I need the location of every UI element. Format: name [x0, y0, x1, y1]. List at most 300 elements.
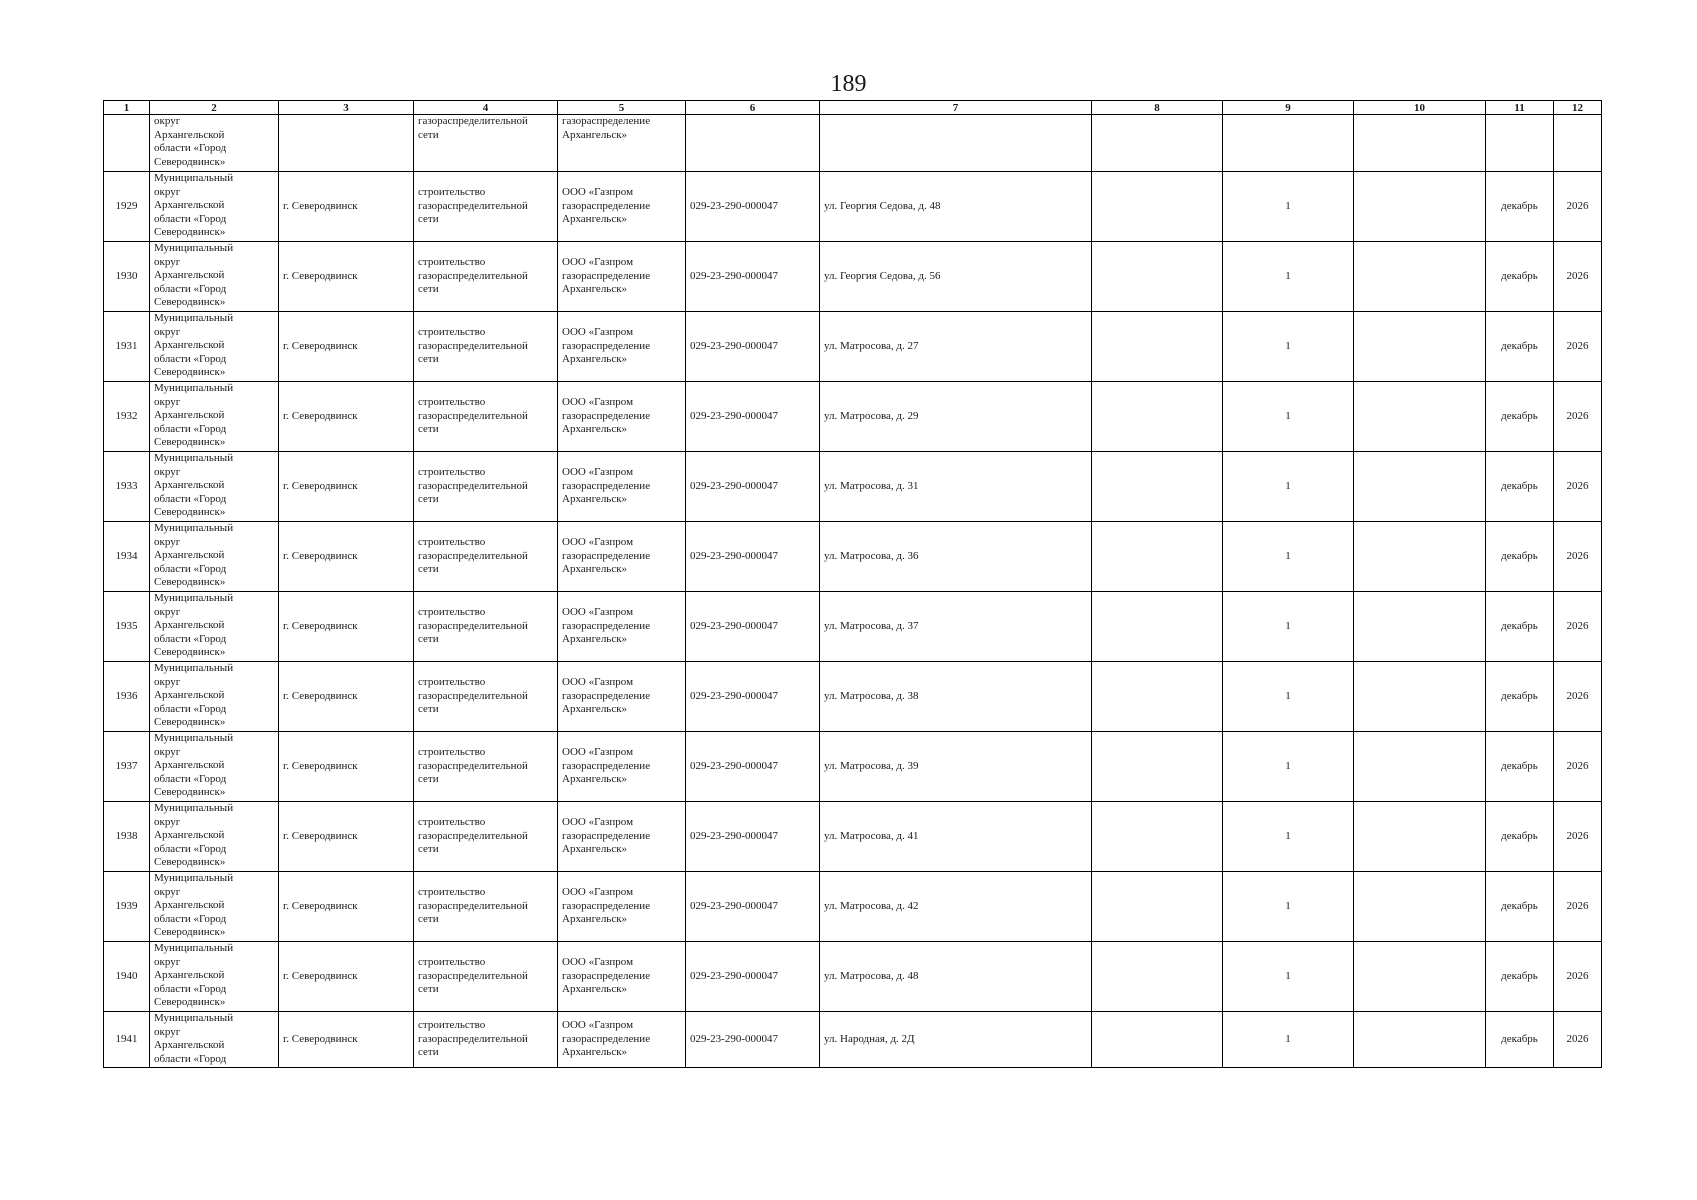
- cell-work-type: [414, 942, 558, 1012]
- cell-line: Северодвинск»: [154, 296, 226, 309]
- cell-line: Архангельской: [154, 899, 225, 912]
- cell-area: [150, 872, 279, 942]
- cell-line: Муниципальный: [154, 942, 234, 954]
- cell-city: [279, 115, 414, 172]
- cell-number: 1939: [104, 872, 150, 942]
- cell-line: Архангельск»: [562, 283, 628, 296]
- cell-line: Архангельской: [154, 829, 225, 842]
- cell-line: Северодвинск»: [154, 926, 226, 939]
- cell-line: строительство: [418, 816, 486, 829]
- cell-month: декабрь: [1486, 732, 1554, 802]
- cell-line: ООО «Газпром: [562, 606, 634, 619]
- table-row: [104, 312, 1602, 382]
- cell-empty: [1354, 592, 1486, 662]
- cell-line: сети: [418, 703, 439, 716]
- cell-empty: [1354, 1012, 1486, 1068]
- cell-month: [1486, 115, 1554, 172]
- column-header: 6: [686, 101, 820, 115]
- cell-address: ул. Матросова, д. 38: [820, 662, 1092, 732]
- cell-line: Архангельской: [154, 339, 225, 352]
- cell-address: ул. Матросова, д. 41: [820, 802, 1092, 872]
- cell-empty: [1092, 115, 1223, 172]
- cell-area: [150, 242, 279, 312]
- cell-work-type: [414, 312, 558, 382]
- cell-organization: [558, 872, 686, 942]
- cell-line: сети: [418, 423, 439, 436]
- cell-line: газораспределительной: [418, 689, 528, 702]
- cell-empty: [1092, 242, 1223, 312]
- cell-year: 2026: [1554, 312, 1602, 382]
- table-row: [104, 1012, 1602, 1068]
- column-header: 1: [104, 101, 150, 115]
- cell-line: газораспределение: [562, 115, 651, 127]
- cell-line: округ: [154, 255, 181, 268]
- cell-empty: [1354, 522, 1486, 592]
- cell-line: Северодвинск»: [154, 506, 226, 519]
- cell-line: округ: [154, 465, 181, 478]
- cell-city: г. Северодвинск: [279, 172, 414, 242]
- cell-line: строительство: [418, 1019, 486, 1032]
- cell-number: [104, 115, 150, 172]
- cell-address: ул. Матросова, д. 29: [820, 382, 1092, 452]
- cell-quantity: 1: [1223, 1012, 1354, 1068]
- cell-line: газораспределение: [562, 759, 651, 772]
- cell-code: 029-23-290-000047: [686, 592, 820, 662]
- cell-line: строительство: [418, 326, 486, 339]
- cell-empty: [1354, 802, 1486, 872]
- cell-address: ул. Матросова, д. 37: [820, 592, 1092, 662]
- cell-year: [1554, 115, 1602, 172]
- cell-line: строительство: [418, 396, 486, 409]
- cell-quantity: 1: [1223, 942, 1354, 1012]
- cell-empty: [1092, 662, 1223, 732]
- cell-empty: [1354, 732, 1486, 802]
- cell-line: сети: [418, 1046, 439, 1059]
- cell-line: Муниципальный: [154, 522, 234, 534]
- cell-city: г. Северодвинск: [279, 732, 414, 802]
- cell-line: округ: [154, 185, 181, 198]
- cell-organization: [558, 312, 686, 382]
- cell-line: газораспределительной: [418, 1032, 528, 1045]
- cell-city: г. Северодвинск: [279, 522, 414, 592]
- cell-line: ООО «Газпром: [562, 466, 634, 479]
- cell-area: [150, 115, 279, 172]
- cell-organization: [558, 592, 686, 662]
- cell-code: 029-23-290-000047: [686, 662, 820, 732]
- table-row: [104, 942, 1602, 1012]
- cell-line: области «Город: [154, 842, 227, 855]
- cell-line: строительство: [418, 466, 486, 479]
- cell-line: ООО «Газпром: [562, 956, 634, 969]
- cell-work-type: [414, 452, 558, 522]
- cell-work-type: [414, 802, 558, 872]
- cell-line: ООО «Газпром: [562, 746, 634, 759]
- cell-month: декабрь: [1486, 942, 1554, 1012]
- cell-line: Муниципальный: [154, 662, 234, 674]
- cell-work-type: [414, 242, 558, 312]
- cell-line: газораспределительной: [418, 899, 528, 912]
- cell-number: 1938: [104, 802, 150, 872]
- cell-line: газораспределительной: [418, 339, 528, 352]
- cell-line: газораспределительной: [418, 269, 528, 282]
- cell-address: ул. Георгия Седова, д. 56: [820, 242, 1092, 312]
- cell-line: газораспределение: [562, 199, 651, 212]
- cell-number: 1936: [104, 662, 150, 732]
- cell-organization: [558, 242, 686, 312]
- cell-line: области «Город: [154, 212, 227, 225]
- cell-address: ул. Матросова, д. 39: [820, 732, 1092, 802]
- cell-line: ООО «Газпром: [562, 396, 634, 409]
- cell-month: декабрь: [1486, 662, 1554, 732]
- cell-line: сети: [418, 563, 439, 576]
- cell-line: округ: [154, 955, 181, 968]
- cell-city: г. Северодвинск: [279, 382, 414, 452]
- cell-code: 029-23-290-000047: [686, 732, 820, 802]
- cell-address: ул. Матросова, д. 36: [820, 522, 1092, 592]
- table-row: [104, 452, 1602, 522]
- cell-line: строительство: [418, 256, 486, 269]
- cell-line: газораспределение: [562, 339, 651, 352]
- cell-month: декабрь: [1486, 312, 1554, 382]
- column-number-row: [104, 101, 1602, 115]
- cell-month: декабрь: [1486, 1012, 1554, 1068]
- cell-line: области «Город: [154, 352, 227, 365]
- cell-quantity: 1: [1223, 592, 1354, 662]
- cell-organization: [558, 662, 686, 732]
- table-row: [104, 802, 1602, 872]
- cell-work-type: [414, 872, 558, 942]
- cell-city: г. Северодвинск: [279, 312, 414, 382]
- cell-work-type: [414, 732, 558, 802]
- cell-line: Северодвинск»: [154, 155, 226, 168]
- cell-line: сети: [418, 843, 439, 856]
- cell-line: Архангельск»: [562, 353, 628, 366]
- cell-line: округ: [154, 745, 181, 758]
- cell-line: сети: [418, 128, 439, 141]
- cell-quantity: 1: [1223, 802, 1354, 872]
- cell-work-type: [414, 382, 558, 452]
- cell-area: [150, 172, 279, 242]
- cell-line: области «Город: [154, 142, 227, 155]
- cell-line: Северодвинск»: [154, 786, 226, 799]
- cell-line: сети: [418, 913, 439, 926]
- cell-empty: [1354, 662, 1486, 732]
- cell-line: округ: [154, 605, 181, 618]
- cell-year: 2026: [1554, 732, 1602, 802]
- cell-line: строительство: [418, 186, 486, 199]
- cell-work-type: [414, 1012, 558, 1068]
- cell-city: г. Северодвинск: [279, 592, 414, 662]
- cell-line: Северодвинск»: [154, 226, 226, 239]
- cell-empty: [1354, 872, 1486, 942]
- cell-line: области «Город: [154, 562, 227, 575]
- cell-area: [150, 662, 279, 732]
- cell-line: Архангельской: [154, 759, 225, 772]
- cell-number: 1940: [104, 942, 150, 1012]
- cell-line: газораспределение: [562, 1032, 651, 1045]
- cell-line: газораспределительной: [418, 759, 528, 772]
- cell-organization: [558, 802, 686, 872]
- cell-line: Муниципальный: [154, 802, 234, 814]
- cell-empty: [1354, 172, 1486, 242]
- cell-line: Муниципальный: [154, 382, 234, 394]
- cell-line: Архангельск»: [562, 423, 628, 436]
- cell-number: 1932: [104, 382, 150, 452]
- cell-code: 029-23-290-000047: [686, 242, 820, 312]
- cell-city: г. Северодвинск: [279, 452, 414, 522]
- cell-line: Северодвинск»: [154, 646, 226, 659]
- column-header: 12: [1554, 101, 1602, 115]
- cell-line: округ: [154, 815, 181, 828]
- cell-line: строительство: [418, 676, 486, 689]
- column-header: 4: [414, 101, 558, 115]
- cell-line: ООО «Газпром: [562, 886, 634, 899]
- table-row: [104, 242, 1602, 312]
- cell-line: Архангельской: [154, 1039, 225, 1052]
- cell-line: ООО «Газпром: [562, 816, 634, 829]
- cell-year: 2026: [1554, 382, 1602, 452]
- cell-quantity: 1: [1223, 872, 1354, 942]
- cell-line: области «Город: [154, 282, 227, 295]
- cell-number: 1934: [104, 522, 150, 592]
- cell-work-type: [414, 115, 558, 172]
- cell-work-type: [414, 522, 558, 592]
- cell-line: газораспределение: [562, 899, 651, 912]
- cell-code: 029-23-290-000047: [686, 872, 820, 942]
- column-header: 5: [558, 101, 686, 115]
- cell-line: области «Город: [154, 1052, 227, 1065]
- cell-line: Архангельск»: [562, 563, 628, 576]
- cell-city: г. Северодвинск: [279, 242, 414, 312]
- table-row: [104, 522, 1602, 592]
- cell-line: Муниципальный: [154, 732, 234, 744]
- cell-line: Муниципальный: [154, 872, 234, 884]
- cell-line: округ: [154, 325, 181, 338]
- cell-area: [150, 592, 279, 662]
- cell-quantity: 1: [1223, 312, 1354, 382]
- cell-line: Архангельск»: [562, 633, 628, 646]
- cell-line: Муниципальный: [154, 452, 234, 464]
- cell-line: газораспределительной: [418, 549, 528, 562]
- cell-area: [150, 802, 279, 872]
- cell-line: сети: [418, 213, 439, 226]
- cell-quantity: [1223, 115, 1354, 172]
- cell-number: 1937: [104, 732, 150, 802]
- cell-line: ООО «Газпром: [562, 186, 634, 199]
- cell-line: газораспределительной: [418, 619, 528, 632]
- cell-line: Архангельск»: [562, 703, 628, 716]
- page-number: 189: [830, 71, 867, 97]
- cell-quantity: 1: [1223, 662, 1354, 732]
- cell-line: сети: [418, 353, 439, 366]
- cell-city: г. Северодвинск: [279, 942, 414, 1012]
- cell-line: Архангельской: [154, 689, 225, 702]
- cell-line: ООО «Газпром: [562, 256, 634, 269]
- cell-line: округ: [154, 395, 181, 408]
- cell-line: газораспределение: [562, 619, 651, 632]
- cell-work-type: [414, 592, 558, 662]
- cell-line: строительство: [418, 956, 486, 969]
- cell-number: 1933: [104, 452, 150, 522]
- column-header: 2: [150, 101, 279, 115]
- cell-work-type: [414, 172, 558, 242]
- cell-area: [150, 382, 279, 452]
- cell-code: 029-23-290-000047: [686, 172, 820, 242]
- cell-year: 2026: [1554, 522, 1602, 592]
- continuation-row: [104, 115, 1602, 172]
- cell-line: Муниципальный: [154, 312, 234, 324]
- cell-city: г. Северодвинск: [279, 872, 414, 942]
- cell-line: Северодвинск»: [154, 436, 226, 449]
- cell-line: Архангельск»: [562, 128, 628, 141]
- cell-area: [150, 732, 279, 802]
- cell-line: Северодвинск»: [154, 576, 226, 589]
- cell-quantity: 1: [1223, 382, 1354, 452]
- cell-year: 2026: [1554, 452, 1602, 522]
- cell-line: округ: [154, 535, 181, 548]
- cell-line: сети: [418, 633, 439, 646]
- cell-quantity: 1: [1223, 522, 1354, 592]
- cell-line: сети: [418, 493, 439, 506]
- cell-month: декабрь: [1486, 802, 1554, 872]
- cell-area: [150, 1012, 279, 1068]
- cell-quantity: 1: [1223, 732, 1354, 802]
- cell-quantity: 1: [1223, 172, 1354, 242]
- cell-address: ул. Матросова, д. 42: [820, 872, 1092, 942]
- column-header: 10: [1354, 101, 1486, 115]
- cell-line: Архангельской: [154, 269, 225, 282]
- cell-line: Архангельской: [154, 549, 225, 562]
- cell-line: ООО «Газпром: [562, 1019, 634, 1032]
- cell-number: 1935: [104, 592, 150, 662]
- cell-empty: [1092, 312, 1223, 382]
- cell-line: Северодвинск»: [154, 716, 226, 729]
- cell-line: Архангельск»: [562, 983, 628, 996]
- cell-line: газораспределение: [562, 479, 651, 492]
- cell-empty: [1354, 942, 1486, 1012]
- cell-empty: [1092, 172, 1223, 242]
- cell-month: декабрь: [1486, 172, 1554, 242]
- cell-line: строительство: [418, 746, 486, 759]
- column-header: 11: [1486, 101, 1554, 115]
- cell-year: 2026: [1554, 942, 1602, 1012]
- cell-line: газораспределение: [562, 829, 651, 842]
- cell-line: округ: [154, 675, 181, 688]
- registry-table: [103, 100, 1602, 1068]
- cell-code: 029-23-290-000047: [686, 802, 820, 872]
- cell-month: декабрь: [1486, 592, 1554, 662]
- cell-area: [150, 452, 279, 522]
- cell-line: Архангельск»: [562, 773, 628, 786]
- cell-line: газораспределение: [562, 549, 651, 562]
- cell-line: Архангельск»: [562, 843, 628, 856]
- cell-address: [820, 115, 1092, 172]
- cell-city: г. Северодвинск: [279, 662, 414, 732]
- cell-work-type: [414, 662, 558, 732]
- cell-year: 2026: [1554, 1012, 1602, 1068]
- column-header: 8: [1092, 101, 1223, 115]
- cell-code: 029-23-290-000047: [686, 522, 820, 592]
- cell-code: 029-23-290-000047: [686, 312, 820, 382]
- cell-empty: [1092, 1012, 1223, 1068]
- cell-number: 1931: [104, 312, 150, 382]
- cell-month: декабрь: [1486, 382, 1554, 452]
- cell-city: г. Северодвинск: [279, 802, 414, 872]
- cell-city: г. Северодвинск: [279, 1012, 414, 1068]
- cell-line: Муниципальный: [154, 592, 234, 604]
- cell-line: сети: [418, 283, 439, 296]
- cell-code: 029-23-290-000047: [686, 452, 820, 522]
- cell-month: декабрь: [1486, 522, 1554, 592]
- cell-code: 029-23-290-000047: [686, 382, 820, 452]
- cell-empty: [1354, 312, 1486, 382]
- table-row: [104, 382, 1602, 452]
- cell-area: [150, 942, 279, 1012]
- cell-line: Архангельск»: [562, 1046, 628, 1059]
- cell-line: строительство: [418, 536, 486, 549]
- cell-line: области «Город: [154, 422, 227, 435]
- cell-empty: [1092, 732, 1223, 802]
- cell-year: 2026: [1554, 172, 1602, 242]
- cell-empty: [1354, 242, 1486, 312]
- cell-organization: [558, 942, 686, 1012]
- cell-line: ООО «Газпром: [562, 536, 634, 549]
- cell-empty: [1354, 382, 1486, 452]
- cell-line: Архангельской: [154, 969, 225, 982]
- cell-area: [150, 312, 279, 382]
- cell-line: газораспределительной: [418, 969, 528, 982]
- cell-line: округ: [154, 115, 181, 127]
- cell-empty: [1354, 452, 1486, 522]
- cell-year: 2026: [1554, 592, 1602, 662]
- cell-line: газораспределение: [562, 409, 651, 422]
- cell-line: газораспределение: [562, 689, 651, 702]
- table-row: [104, 732, 1602, 802]
- cell-line: газораспределительной: [418, 199, 528, 212]
- cell-line: строительство: [418, 886, 486, 899]
- cell-line: Муниципальный: [154, 172, 234, 184]
- cell-empty: [1092, 872, 1223, 942]
- cell-quantity: 1: [1223, 242, 1354, 312]
- cell-line: области «Город: [154, 772, 227, 785]
- cell-year: 2026: [1554, 872, 1602, 942]
- cell-number: 1929: [104, 172, 150, 242]
- cell-line: округ: [154, 885, 181, 898]
- cell-line: округ: [154, 1025, 181, 1038]
- cell-organization: [558, 732, 686, 802]
- cell-line: газораспределительной: [418, 409, 528, 422]
- cell-area: [150, 522, 279, 592]
- cell-organization: [558, 452, 686, 522]
- cell-empty: [1092, 522, 1223, 592]
- cell-empty: [1354, 115, 1486, 172]
- cell-year: 2026: [1554, 242, 1602, 312]
- column-header: 7: [820, 101, 1092, 115]
- table-row: [104, 662, 1602, 732]
- column-header: 9: [1223, 101, 1354, 115]
- cell-code: 029-23-290-000047: [686, 942, 820, 1012]
- cell-line: Архангельской: [154, 409, 225, 422]
- cell-line: Архангельск»: [562, 493, 628, 506]
- table-row: [104, 172, 1602, 242]
- table-row: [104, 872, 1602, 942]
- cell-line: Северодвинск»: [154, 366, 226, 379]
- cell-year: 2026: [1554, 662, 1602, 732]
- cell-month: декабрь: [1486, 452, 1554, 522]
- cell-line: Архангельск»: [562, 213, 628, 226]
- cell-number: 1941: [104, 1012, 150, 1068]
- cell-address: ул. Матросова, д. 27: [820, 312, 1092, 382]
